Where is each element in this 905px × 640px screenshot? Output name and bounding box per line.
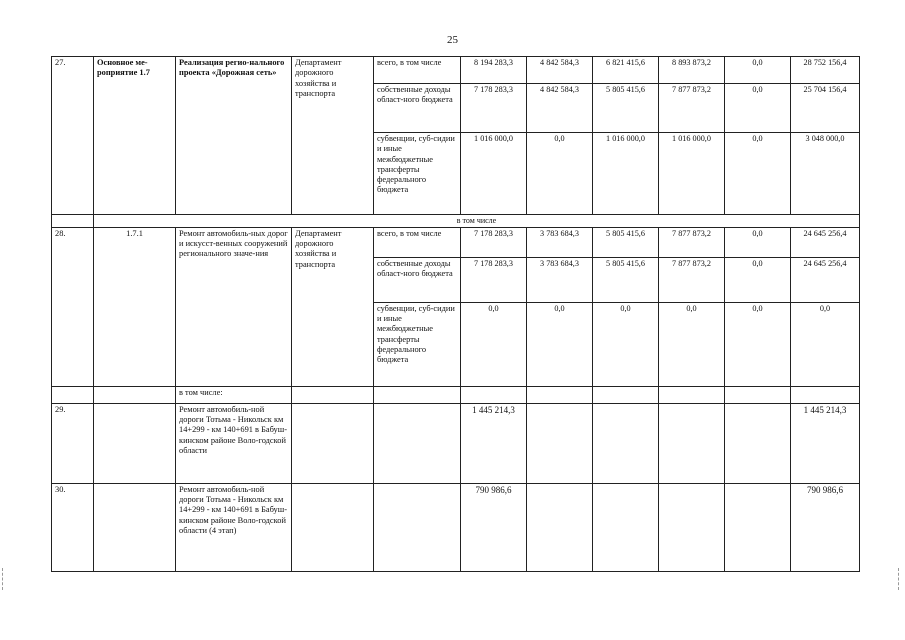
page-number: 25 <box>447 34 458 46</box>
value-cell: 1 016 000,0 <box>461 133 527 215</box>
funding-source: собственные доходы област-ного бюджета <box>374 257 461 302</box>
budget-table <box>51 56 860 572</box>
row-number: 27. <box>52 57 94 215</box>
table-row <box>52 215 860 228</box>
value-cell: 7 178 283,3 <box>461 84 527 133</box>
value-cell: 7 877 873,2 <box>659 227 725 257</box>
total-cell: 24 645 256,4 <box>791 227 860 257</box>
value-cell: 0,0 <box>725 302 791 386</box>
value-cell: 3 783 684,3 <box>527 257 593 302</box>
value-cell: 5 805 415,6 <box>593 84 659 133</box>
value-cell: 4 842 584,3 <box>527 84 593 133</box>
value-cell: 0,0 <box>725 84 791 133</box>
value-cell: 3 783 684,3 <box>527 227 593 257</box>
program-code: Основное ме-роприятие 1.7 <box>94 57 176 215</box>
value-cell: 0,0 <box>659 302 725 386</box>
activity-name: Реализация регио-нального проекта «Дорожная сеть» <box>176 57 292 215</box>
total-cell: 24 645 256,4 <box>791 257 860 302</box>
funding-source: собственные доходы област-ного бюджета <box>374 84 461 133</box>
value-cell: 790 986,6 <box>461 483 527 571</box>
table-row <box>52 227 860 257</box>
table-row <box>52 483 860 571</box>
funding-source: субвенции, суб-сидии и иные межбюджетные трансферты федерального бюджета <box>374 133 461 215</box>
table-row <box>52 403 860 483</box>
total-cell: 0,0 <box>791 302 860 386</box>
value-cell: 0,0 <box>593 302 659 386</box>
value-cell: 1 016 000,0 <box>593 133 659 215</box>
value-cell: 1 445 214,3 <box>461 403 527 483</box>
funding-source: всего, в том числе <box>374 227 461 257</box>
program-code: 1.7.1 <box>94 227 176 386</box>
value-cell: 5 805 415,6 <box>593 227 659 257</box>
total-cell: 25 704 156,4 <box>791 84 860 133</box>
total-cell: 28 752 156,4 <box>791 57 860 84</box>
scan-edge-mark <box>898 568 902 590</box>
activity-name: Ремонт автомобиль-ных дорог и искусст-венных сооружений регионального значе-ния <box>176 227 292 386</box>
subsection-heading: в том числе: <box>176 386 292 403</box>
row-number: 30. <box>52 483 94 571</box>
activity-name: Ремонт автомобиль-ной дороги Тотьма - Никольск км 14+299 - км 140+691 в Бабуш-кинском районе Воло-годской области <box>176 403 292 483</box>
row-number: 28. <box>52 227 94 386</box>
value-cell: 5 805 415,6 <box>593 257 659 302</box>
scan-edge-mark <box>2 568 6 590</box>
value-cell: 0,0 <box>725 133 791 215</box>
value-cell: 0,0 <box>461 302 527 386</box>
subsection-heading: в том числе <box>94 215 860 228</box>
value-cell: 0,0 <box>527 302 593 386</box>
value-cell: 7 877 873,2 <box>659 84 725 133</box>
total-cell: 1 445 214,3 <box>791 403 860 483</box>
value-cell: 8 893 873,2 <box>659 57 725 84</box>
value-cell: 0,0 <box>527 133 593 215</box>
row-number: 29. <box>52 403 94 483</box>
total-cell: 790 986,6 <box>791 483 860 571</box>
funding-source: всего, в том числе <box>374 57 461 84</box>
executor: Департамент дорожного хозяйства и транспорта <box>292 57 374 215</box>
activity-name: Ремонт автомобиль-ной дороги Тотьма - Никольск км 14+299 - км 140+691 в Бабуш-кинском районе Воло-годской области (4 этап) <box>176 483 292 571</box>
value-cell: 7 178 283,3 <box>461 227 527 257</box>
table-row <box>52 386 860 403</box>
value-cell: 0,0 <box>725 57 791 84</box>
value-cell: 0,0 <box>725 257 791 302</box>
value-cell: 8 194 283,3 <box>461 57 527 84</box>
executor: Департамент дорожного хозяйства и транспорта <box>292 227 374 386</box>
funding-source: субвенции, суб-сидии и иные межбюджетные трансферты федерального бюджета <box>374 302 461 386</box>
value-cell: 0,0 <box>725 227 791 257</box>
value-cell: 6 821 415,6 <box>593 57 659 84</box>
value-cell: 4 842 584,3 <box>527 57 593 84</box>
value-cell: 1 016 000,0 <box>659 133 725 215</box>
table-row <box>52 57 860 84</box>
value-cell: 7 178 283,3 <box>461 257 527 302</box>
total-cell: 3 048 000,0 <box>791 133 860 215</box>
value-cell: 7 877 873,2 <box>659 257 725 302</box>
